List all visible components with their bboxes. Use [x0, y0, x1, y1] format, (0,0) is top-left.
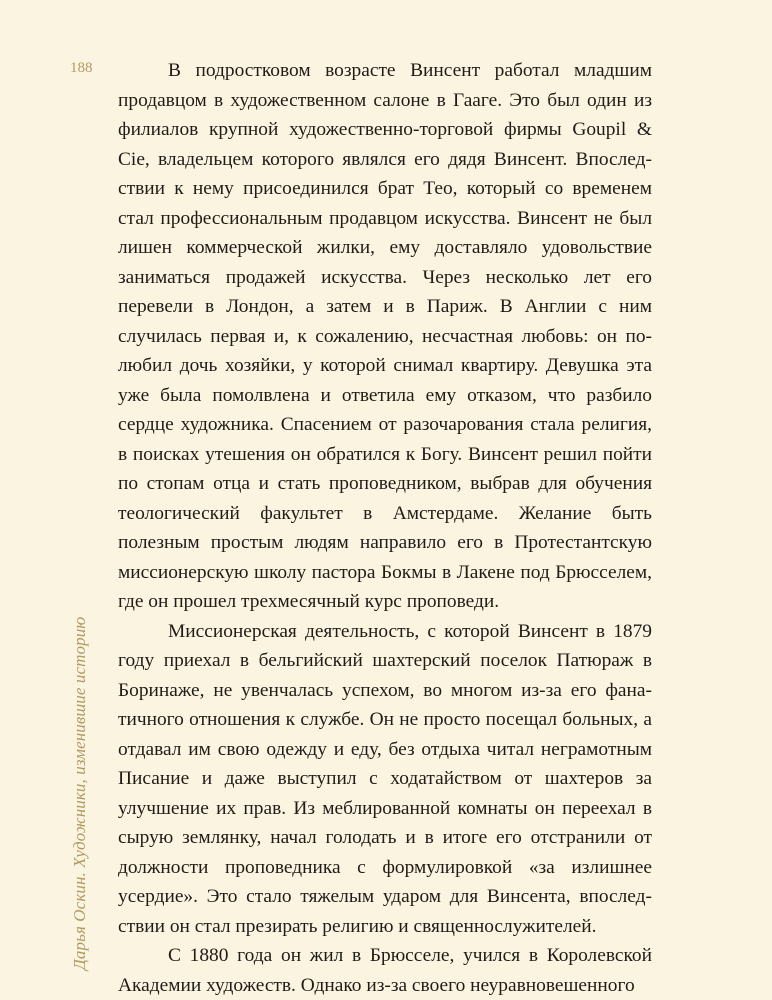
paragraph: Миссионерская деятельность, с которой Винсент в 1879 году приехал в бельгийский шахтерский поселок Патюраж в Боринаже, не увенчалась успехом, во многом из-за его фанатичного отношения к службе. Он не просто посещал больных, а отдавал им свою одежду и еду, без отдыха читал неграмотным Писание и даже выступил с ходатайством от шахтеров за улучшение их прав. Из меблированной комнаты он переехал в сырую землянку, начал голодать и в итоге его отстранили от должности проповедника с формулировкой «за излишнее усердие». Это стало тяжелым ударом для Винсента, впоследствии он стал презирать религию и священнослужителей. — [118, 620, 652, 937]
paragraph: В подростковом возрасте Винсент работал младшим продавцом в художественном салоне в Гааге. Это был один из филиалов крупной художественно-торговой фирмы Goupil & Cie, владельцем которого являлся его дядя Винсент. Впоследствии к нему присоединился брат Тео, который со временем стал профессиональным продавцом искусства. Винсент не был лишен коммерческой жилки, ему доставляло удовольствие заниматься продажей искусства. Через несколько лет его перевели в Лондон, а затем и в Париж. В Англии с ним случилась первая и, к сожалению, несчастная любовь: он полюбил дочь хозяйки, у которой снимал квартиру. Девушка эта уже была помолвлена и ответила ему отказом, что разбило сердце художника. Спасением от разочарования стала религия, в поисках утешения он обратился к Богу. Винсент решил пойти по стопам отца и стать проповедником, выбрав для обучения теологический факультет в Амстердаме. Желание быть полезным простым людям направило его в Протестантскую миссионерскую школу пастора Бокмы в Лакене под Брюсселем, где он прошел трехмесячный курс проповеди. — [118, 60, 652, 612]
paragraph: С 1880 года он жил в Брюсселе, учился в Королевской Академии художеств. Однако из-за своего неуравновешенного — [118, 945, 652, 996]
running-title — [70, 616, 90, 970]
page-number: 188 — [70, 60, 93, 76]
body-text — [118, 56, 652, 1000]
running-title-text: Дарья Оскин. Художники, изменившие историю — [70, 616, 89, 970]
